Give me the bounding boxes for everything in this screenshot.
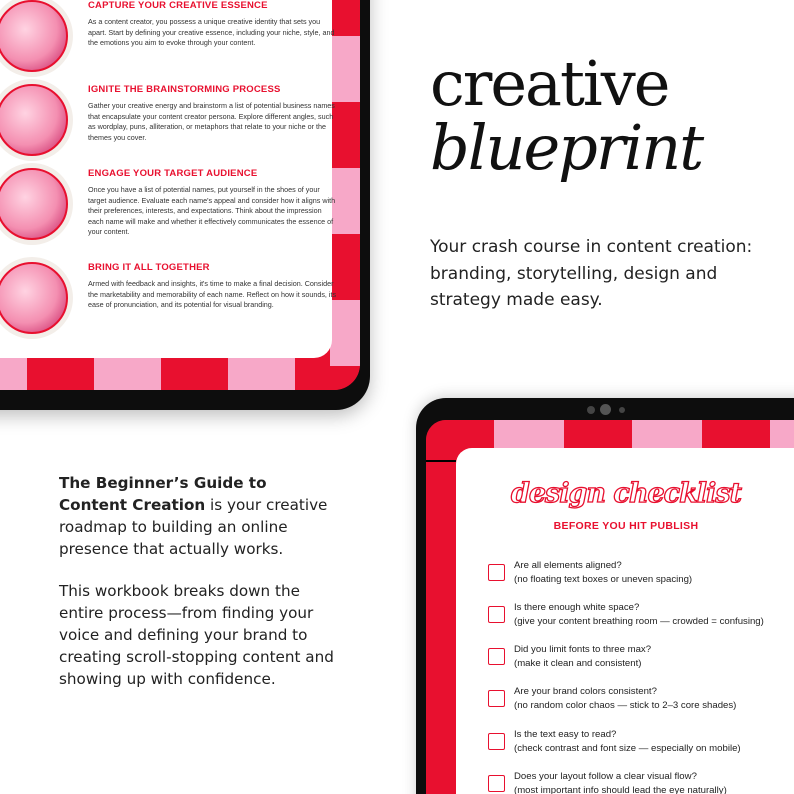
checkbox[interactable] <box>488 648 505 665</box>
checklist-question: Did you limit fonts to three max? <box>514 644 652 655</box>
checklist-question: Is there enough white space? <box>514 602 640 613</box>
woman-at-laptop-photo <box>0 0 68 72</box>
checkbox[interactable] <box>488 775 505 792</box>
woman-with-phone-photo <box>0 84 68 156</box>
guide-title: The Beginner’s Guide to Content Creation <box>59 474 267 514</box>
section-body: Armed with feedback and insights, it's time to make a final decision. Consider the marketability and memorability of each name. Reflect on how it sounds, its ease of pronunciation, and its potential for visual branding. <box>88 279 337 310</box>
checkbox[interactable] <box>488 606 505 623</box>
workbook-page <box>0 0 337 358</box>
section-body: Gather your creative energy and brainstorm a list of potential business names that encapsulate your content creator persona. Explore different angles, such as wordplay, puns, alliteration, or metaphors that relate to your niche or the themes you cover. <box>88 101 335 142</box>
checklist-title: design checklist <box>510 478 741 509</box>
checklist-page <box>456 448 794 794</box>
section-heading: IGNITE THE BRAINSTORMING PROCESS <box>88 84 281 95</box>
desk-flatlay-photo <box>0 262 68 334</box>
section-body: As a content creator, you possess a unique creative identity that sets you apart. Start by defining your creative essence, including your niche, style, and the emotions you aim to evoke through your content. <box>88 17 335 48</box>
section-body: Once you have a list of potential names, put yourself in the shoes of your target audience. Evaluate each name's appeal and consider how it aligns with their preferences, interests, and expectations. Think about the impression each name will make and whether it effectively communicates the essence of your content. <box>88 185 336 237</box>
checkbox[interactable] <box>488 690 505 707</box>
camera-lens <box>600 404 611 415</box>
checklist-question: Are your brand colors consistent? <box>514 686 657 697</box>
checkbox[interactable] <box>488 733 505 750</box>
tablet-checklist <box>416 398 794 794</box>
checklist-question: Are all elements aligned? <box>514 560 622 571</box>
checklist-note: (make it clean and consistent) <box>514 658 642 669</box>
checklist-note: (no floating text boxes or uneven spacing) <box>514 574 693 585</box>
checklist-note: (no random color chaos — stick to 2–3 core shades) <box>514 700 737 711</box>
product-description <box>59 472 339 690</box>
tablet-screen <box>426 420 794 794</box>
tablet-screen <box>0 0 360 390</box>
section-heading: CAPTURE YOUR CREATIVE ESSENCE <box>88 0 268 11</box>
hero-subtitle: Your crash course in content creation: branding, storytelling, design and strategy made easy. <box>430 237 753 310</box>
checklist-item <box>488 601 794 635</box>
description-para-2: This workbook breaks down the entire process—from finding your voice and defining your brand to creating scroll-stopping content and showing up with confidence. <box>59 582 334 688</box>
section-heading: BRING IT ALL TOGETHER <box>88 262 210 273</box>
checklist-item <box>488 728 794 762</box>
description-para-1-rest: is your creative roadmap to building an online presence that actually works. <box>59 496 328 558</box>
checklist-question: Is the text easy to read? <box>514 729 617 740</box>
sensor-dot <box>587 406 595 414</box>
description-para-1 <box>59 472 339 560</box>
checklist-note: (give your content breathing room — crowded = confusing) <box>514 616 764 627</box>
section-heading: ENGAGE YOUR TARGET AUDIENCE <box>88 168 258 179</box>
checklist-item <box>488 559 794 593</box>
checkbox[interactable] <box>488 564 505 581</box>
stripe-border <box>426 420 456 794</box>
checklist-note: (check contrast and font size — especially on mobile) <box>514 743 741 754</box>
hero-title-line1: creative <box>430 47 669 120</box>
checklist-item <box>488 643 794 677</box>
checklist-item <box>488 685 794 719</box>
hero-title-line2: blueprint <box>430 111 703 184</box>
sensor-dot <box>619 407 625 413</box>
hero-title <box>430 47 703 184</box>
checklist-item <box>488 770 794 794</box>
woman-with-hairdryer-photo <box>0 168 68 240</box>
checklist-note: (most important info should lead the eye naturally) <box>514 785 727 794</box>
checklist-question: Does your layout follow a clear visual flow? <box>514 771 697 782</box>
tablet-workbook <box>0 0 370 410</box>
checklist-subtitle: BEFORE YOU HIT PUBLISH <box>553 520 699 532</box>
